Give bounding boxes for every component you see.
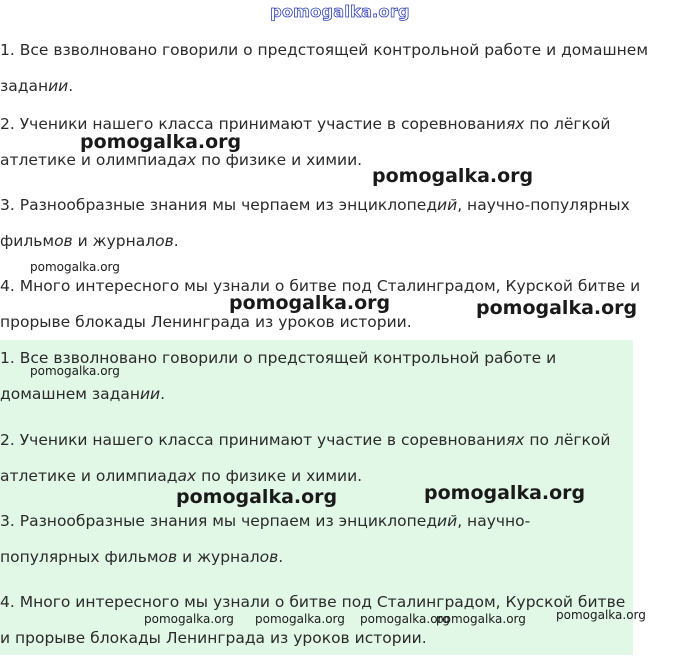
watermark: pomogalka.org	[80, 131, 242, 153]
sentence-1: 1. Все взволновано говорили о предстоящей контрольной работе и домашнем задании.	[0, 41, 649, 95]
watermark: pomogalka.org	[144, 612, 234, 626]
watermark: pomogalka.org	[30, 260, 120, 274]
answer-sentence-4: 4. Много интересного мы узнали о битве под Сталинградом, Курской битве и прорыве блокады Ленинграда из уроков истории.	[0, 593, 626, 647]
sentence-4: 4. Много интересного мы узнали о битве под Сталинградом, Курской битве и прорыве блокады Ленинграда из уроков истории.	[0, 277, 641, 331]
watermark: pomogalka.org	[255, 612, 345, 626]
sentence-2: 2. Ученики нашего класса принимают участие в соревнованиях по лёгкой атлетике и олимпиадах по физике и химии.	[0, 115, 611, 169]
answer-sentence-3: 3. Разнообразные знания мы черпаем из энциклопедий, научно-популярных фильмов и журналов.	[0, 512, 531, 566]
site-logo[interactable]: pomogalka.org	[270, 2, 410, 21]
answer-sentence-2: 2. Ученики нашего класса принимают участие в соревнованиях по лёгкой атлетике и олимпиадах по физике и химии.	[0, 431, 611, 485]
watermark: pomogalka.org	[476, 297, 638, 319]
watermark: pomogalka.org	[360, 612, 450, 626]
watermark: pomogalka.org	[229, 292, 391, 314]
watermark: pomogalka.org	[424, 482, 586, 504]
sentence-3: 3. Разнообразные знания мы черпаем из энциклопедий, научно-популярных фильмов и журналов.	[0, 196, 630, 250]
answer-sentence-1: 1. Все взволновано говорили о предстоящей контрольной работе и домашнем задании.	[0, 349, 557, 403]
watermark: pomogalka.org	[372, 165, 534, 187]
watermark: pomogalka.org	[436, 612, 526, 626]
watermark: pomogalka.org	[176, 486, 338, 508]
watermark: pomogalka.org	[556, 608, 646, 622]
watermark: pomogalka.org	[30, 364, 120, 378]
